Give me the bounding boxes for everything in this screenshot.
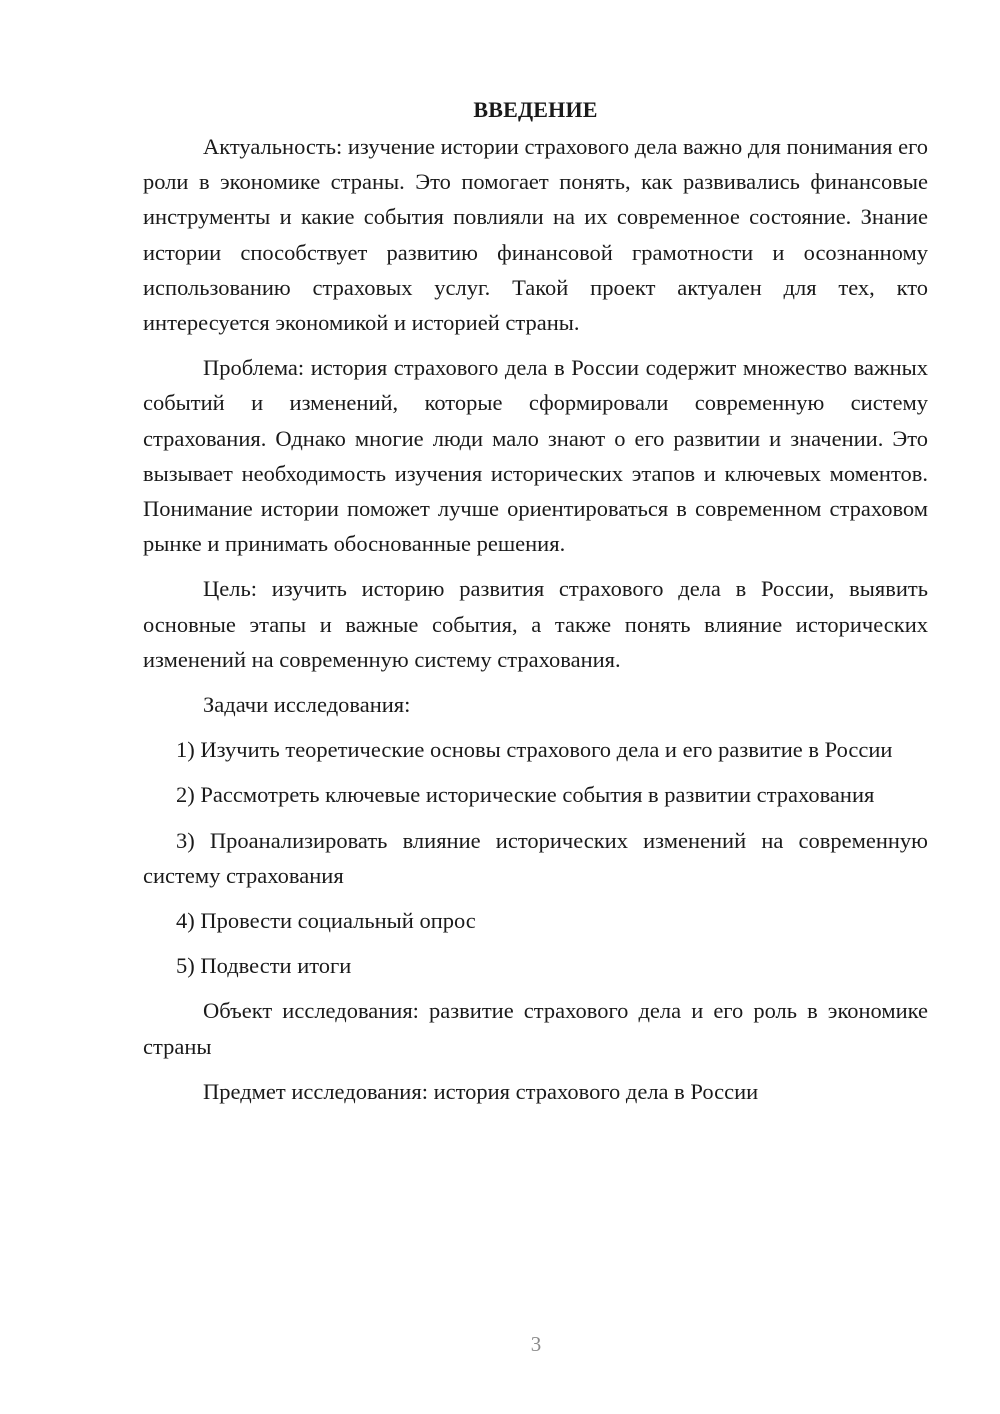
task-item: 3) Проанализировать влияние исторических изменений на современную систему страхования — [143, 827, 928, 888]
document-page — [143, 92, 928, 1119]
object-paragraph: Объект исследования: развитие страхового дела и его роль в экономике страны — [143, 998, 928, 1059]
task-item: 5) Подвести итоги — [176, 953, 352, 979]
relevance-paragraph: Актуальность: изучение истории страхового дела важно для понимания его роли в экономике страны. Это помогает понять, как развивались финансовые инструменты и какие события повлияли на их современное состояние. Знание истории способствует развитию финансовой грамотности и осознанному использованию страховых услуг. Такой проект актуален для тех, кто интересуется экономикой и историей страны. — [143, 134, 928, 336]
section-title: ВВЕДЕНИЕ — [473, 97, 598, 122]
task-item: 1) Изучить теоретические основы страхового дела и его развитие в России — [176, 737, 893, 763]
page-number: 3 — [530, 1332, 542, 1356]
task-item: 4) Провести социальный опрос — [176, 908, 476, 934]
problem-paragraph: Проблема: история страхового дела в России содержит множество важных событий и изменений, которые сформировали современную систему страхования. Однако многие люди мало знают о его развитии и значении. Это вызывает необходимость изучения исторических этапов и ключевых моментов. Понимание истории поможет лучше ориентироваться в современном страховом рынке и принимать обоснованные решения. — [143, 355, 928, 557]
goal-paragraph: Цель: изучить историю развития страхового дела в России, выявить основные этапы и важные события, а также понять влияние исторических изменений на современную систему страхования. — [143, 576, 928, 672]
subject-paragraph: Предмет исследования: история страхового дела в России — [203, 1078, 759, 1104]
tasks-heading: Задачи исследования: — [203, 692, 411, 718]
task-item: 2) Рассмотреть ключевые исторические события в развитии страхования — [176, 782, 875, 808]
